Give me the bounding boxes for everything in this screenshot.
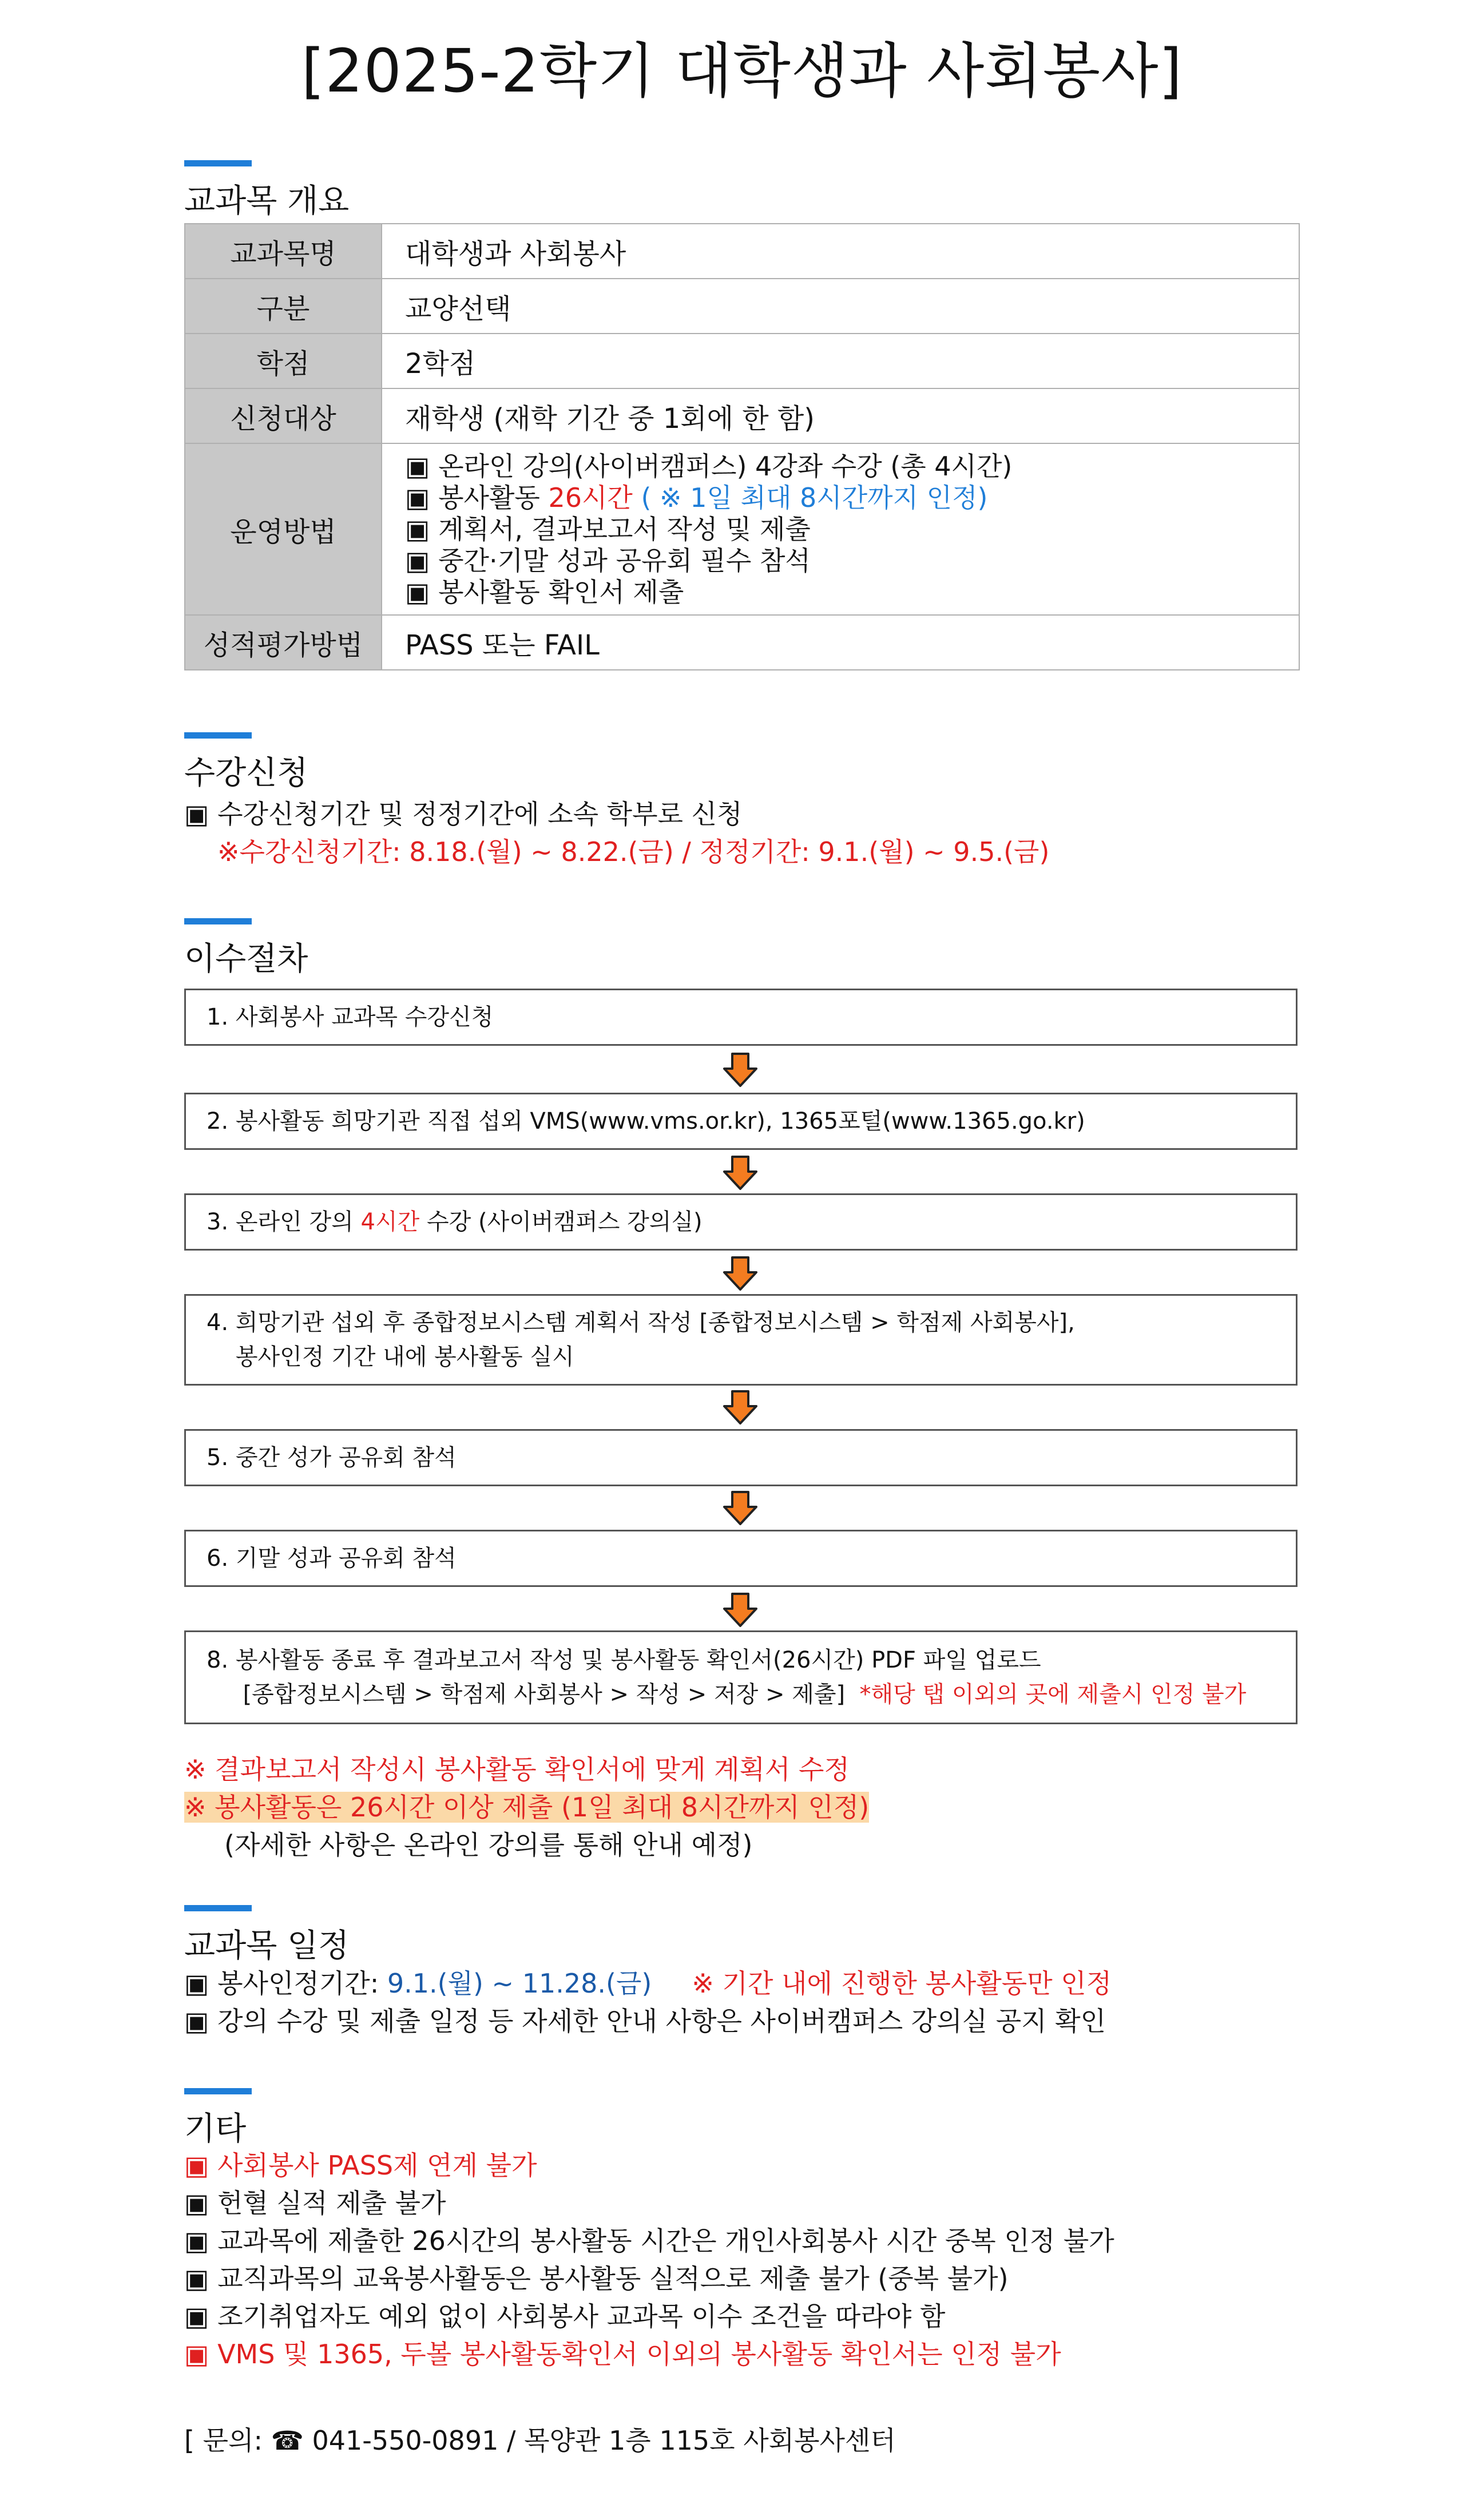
step-text-part: [종합정보시스템 > 학점제 사회봉사 > 작성 > 저장 > 제출] [207, 1681, 860, 1708]
row-value-list [382, 443, 1299, 615]
step-text [207, 1677, 1296, 1712]
procedure-note: (자세한 사항은 온라인 강의를 통해 안내 예정) [224, 1830, 753, 1860]
list-item: ▣ 교과목에 제출한 26시간의 봉사활동 시간은 개인사회봉사 시간 중복 인정 불가 [184, 2225, 1114, 2256]
page-title: [2025-2학기 대학생과 사회봉사] [301, 36, 1183, 106]
method-line [405, 482, 1298, 514]
section-heading: 교과목 개요 [184, 182, 350, 220]
schedule-period: 9.1.(월) ~ 11.28.(금) [387, 1968, 652, 1999]
method-note: ( ※ 1일 최대 8시간까지 인정) [632, 482, 988, 513]
table-row [185, 224, 1299, 279]
schedule-label: ▣ 봉사인정기간: [184, 1968, 387, 1999]
section-bar [184, 732, 252, 739]
section-heading: 기타 [184, 2110, 247, 2148]
list-item: ▣ VMS 및 1365, 두볼 봉사활동확인서 이외의 봉사활동 확인서는 인정 불가 [184, 2339, 1061, 2370]
section-heading: 이수절차 [184, 941, 308, 978]
method-line: ▣ 봉사활동 확인서 제출 [405, 576, 684, 608]
table-row [185, 334, 1299, 388]
method-text: ▣ 봉사활동 [405, 482, 549, 513]
overview-table [184, 223, 1300, 670]
table-row [185, 388, 1299, 443]
step-highlight: 4시간 [360, 1209, 420, 1235]
section-registration [184, 732, 308, 793]
row-key: 신청대상 [185, 388, 382, 443]
row-key: 학점 [185, 334, 382, 388]
step-text-part: 3. 온라인 강의 [207, 1209, 361, 1235]
schedule-line [184, 1965, 1112, 2002]
list-item: ▣ 사회봉사 PASS제 연계 불가 [184, 2150, 537, 2181]
row-value: PASS 또는 FAIL [382, 615, 1299, 670]
schedule-note: ※ 기간 내에 진행한 봉사활동만 인정 [692, 1968, 1112, 1999]
method-line: ▣ 중간·기말 성과 공유회 필수 참석 [405, 545, 811, 576]
list-item: ▣ 교직과목의 교육봉사활동은 봉사활동 실적으로 제출 불가 (중복 불가) [184, 2263, 1009, 2294]
step-box [184, 1429, 1297, 1486]
section-heading: 교과목 일정 [184, 1927, 350, 1965]
procedure-note-highlight: ※ 봉사활동은 26시간 이상 제출 (1일 최대 8시간까지 인정) [184, 1792, 870, 1823]
row-value: 교양선택 [382, 279, 1299, 334]
step-box [184, 1294, 1297, 1386]
table-row [185, 615, 1299, 670]
row-key: 구분 [185, 279, 382, 334]
registration-period: ※수강신청기간: 8.18.(월) ~ 8.22.(금) / 정정기간: 9.1.(월) ~ 9.5.(금) [217, 836, 1050, 867]
method-line: ▣ 계획서, 결과보고서 작성 및 제출 [405, 513, 811, 545]
step-warning: *해당 탭 이외의 곳에 제출시 인정 불가 [859, 1681, 1247, 1708]
list-item: ▣ 헌혈 실적 제출 불가 [184, 2188, 446, 2219]
section-overview [184, 160, 349, 221]
table-row [185, 279, 1299, 334]
section-bar [184, 2088, 252, 2094]
section-procedure [184, 918, 308, 979]
arrow-down-icon [722, 1255, 759, 1292]
step-box [184, 1630, 1297, 1724]
arrow-down-icon [722, 1389, 759, 1426]
schedule-body [184, 1965, 1112, 2040]
step-text: 4. 희망기관 섭외 후 종합정보시스템 계획서 작성 [종합정보시스템 > 학점제 사회봉사], [207, 1309, 1075, 1336]
step-text: 봉사인정 기간 내에 봉사활동 실시 [207, 1344, 574, 1370]
footer-prefix: [ 문의: [184, 2425, 271, 2456]
procedure-notes [184, 1751, 869, 1864]
method-hours: 26시간 [548, 482, 633, 513]
step-text: 5. 중간 성가 공유회 참석 [207, 1445, 457, 1471]
step-text: 2. 봉사활동 희망기관 직접 섭외 VMS(www.vms.or.kr), 1365포털(www.1365.go.kr) [207, 1108, 1085, 1134]
row-value: 2학점 [382, 334, 1299, 388]
arrow-down-icon [722, 1490, 759, 1526]
row-key: 교과목명 [185, 224, 382, 279]
row-key: 운영방법 [185, 443, 382, 615]
contact-footer [184, 2420, 896, 2458]
row-value: 재학생 (재학 기간 중 1회에 한 함) [382, 388, 1299, 443]
procedure-note: ※ 결과보고서 작성시 봉사활동 확인서에 맞게 계획서 수정 [184, 1754, 850, 1785]
registration-body [184, 795, 1049, 871]
step-box [184, 1530, 1297, 1587]
section-bar [184, 160, 252, 166]
section-etc [184, 2088, 252, 2149]
step-text-part: 수강 (사이버캠퍼스 강의실) [419, 1209, 703, 1235]
step-box [184, 989, 1297, 1046]
step-box [184, 1193, 1297, 1251]
row-value: 대학생과 사회봉사 [382, 224, 1299, 279]
step-text [207, 1205, 1296, 1239]
step-text: 6. 기말 성과 공유회 참석 [207, 1545, 457, 1572]
row-key: 성적평가방법 [185, 615, 382, 670]
arrow-down-icon [722, 1592, 759, 1628]
step-text: 1. 사회봉사 교과목 수강신청 [207, 1004, 494, 1030]
section-bar [184, 918, 252, 924]
section-bar [184, 1905, 252, 1911]
arrow-down-icon [722, 1154, 759, 1191]
phone-icon: ☎ [271, 2425, 304, 2456]
step-box [184, 1093, 1297, 1150]
section-schedule [184, 1905, 349, 1966]
table-row [185, 443, 1299, 615]
registration-line: ▣ 수강신청기간 및 정정기간에 소속 학부로 신청 [184, 799, 743, 830]
section-heading: 수강신청 [184, 755, 308, 792]
schedule-line: ▣ 강의 수강 및 제출 일정 등 자세한 안내 사항은 사이버캠퍼스 강의실 공지 확인 [184, 2006, 1106, 2037]
method-line: ▣ 온라인 강의(사이버캠퍼스) 4강좌 수강 (총 4시간) [405, 450, 1013, 482]
step-text: 8. 봉사활동 종료 후 결과보고서 작성 및 봉사활동 확인서(26시간) PDF 파일 업로드 [207, 1647, 1041, 1673]
list-item: ▣ 조기취업자도 예외 없이 사회봉사 교과목 이수 조건을 따라야 함 [184, 2301, 946, 2332]
arrow-down-icon [722, 1051, 759, 1088]
footer-contact: 041-550-0891 / 목양관 1층 115호 사회봉사센터 [303, 2425, 896, 2456]
etc-list [184, 2146, 1114, 2373]
